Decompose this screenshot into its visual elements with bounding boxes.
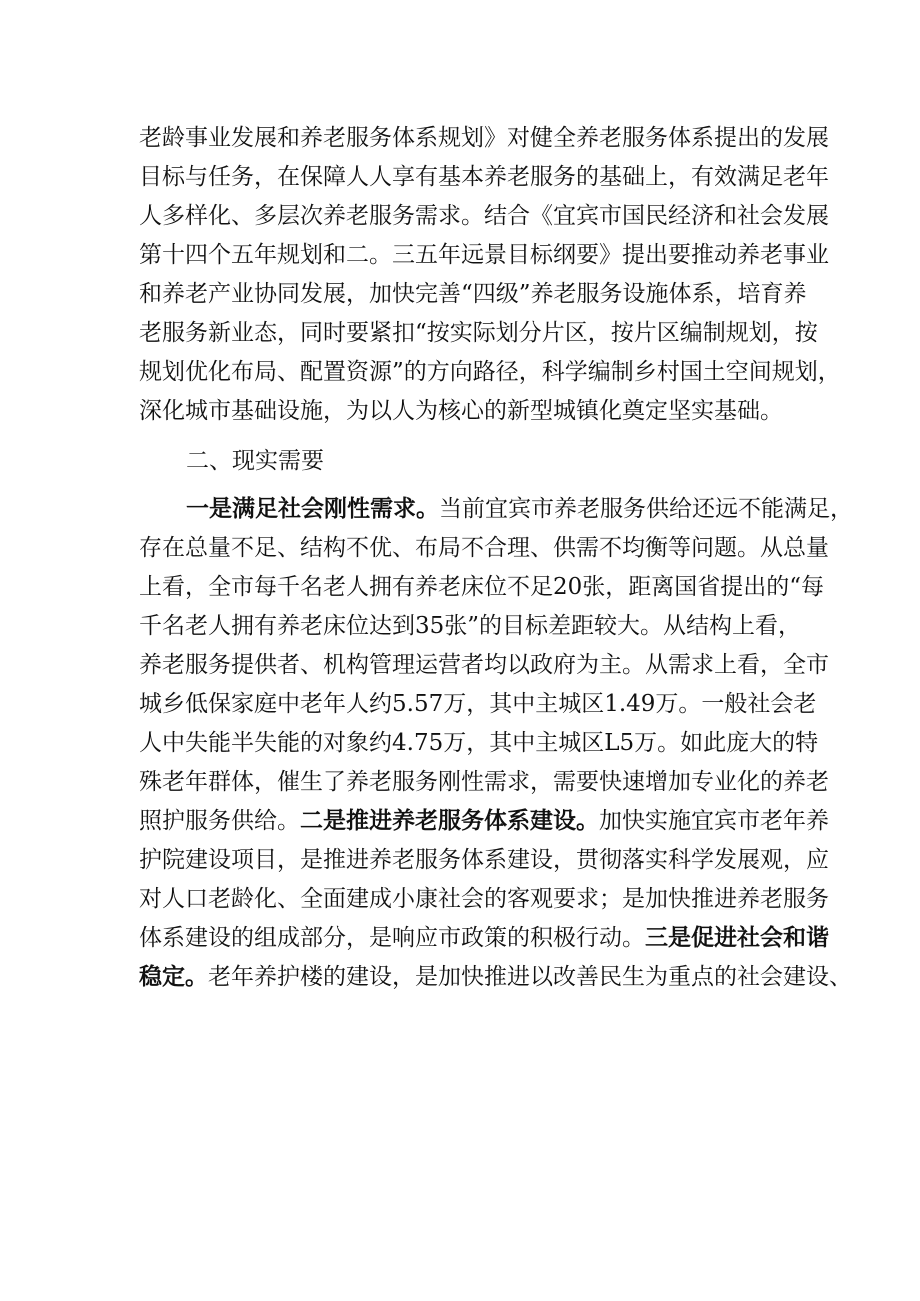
paragraph-2-line-13-text: 老年养护楼的建设，是加快推进以改善民生为重点的社会建设、: [208, 964, 852, 990]
bold-lead-3-continued: 稳定。: [139, 963, 208, 990]
paragraph-1-line-1: 老龄事业发展和养老服务体系规划》对健全养老服务体系提出的发展: [139, 125, 829, 151]
bold-lead-3: 三是促进社会和谐: [645, 924, 829, 951]
bold-lead-2: 二是推进养老服务体系建设。: [300, 807, 599, 834]
section-heading: 二、现实需要: [186, 448, 324, 474]
paragraph-1-line-4: 第十四个五年规划和二。三五年远景目标纲要》提出要推动养老事业: [139, 242, 829, 268]
paragraph-1-line-5: 和养老产业协同发展，加快完善“四级”养老服务设施体系，培育养: [139, 281, 807, 307]
paragraph-2-line-8: 殊老年群体，催生了养老服务刚性需求，需要快速增加专业化的养老: [139, 769, 829, 795]
paragraph-1-line-3: 人多样化、多层次养老服务需求。结合《宜宾市国民经济和社会发展: [139, 203, 829, 229]
paragraph-2-line-1-text: 当前宜宾市养老服务供给还远不能满足，: [439, 496, 853, 522]
paragraph-1-line-8: 深化城市基础设施，为以人为核心的新型城镇化奠定坚实基础。: [139, 398, 783, 424]
paragraph-2-line-12-text: 体系建设的组成部分，是响应市政策的积极行动。: [139, 925, 645, 951]
paragraph-2-line-3: 上看，全市每千名老人拥有养老床位不足20张，距离国省提出的“每: [139, 574, 825, 600]
paragraph-2-line-11: 对人口老龄化、全面建成小康社会的客观要求；是加快推进养老服务: [139, 886, 829, 912]
paragraph-1-line-2: 目标与任务，在保障人人享有基本养老服务的基础上，有效满足老年: [139, 164, 829, 190]
paragraph-2-line-10: 护院建设项目，是推进养老服务体系建设，贯彻落实科学发展观，应: [139, 847, 829, 873]
paragraph-2-line-7: 人中失能半失能的对象约4.75万，其中主城区L5万。如此庞大的特: [139, 730, 819, 756]
paragraph-2-line-2: 存在总量不足、结构不优、布局不合理、供需不均衡等问题。从总量: [139, 535, 829, 561]
paragraph-2-line-1: [186, 489, 853, 529]
paragraph-2-line-5: 养老服务提供者、机构管理运营者均以政府为主。从需求上看，全市: [139, 652, 829, 678]
paragraph-1-line-7: 规划优化布局、配置资源”的方向路径，科学编制乡村国土空间规划，: [139, 359, 841, 385]
paragraph-2-line-9-text: 照护服务供给。: [139, 808, 300, 834]
paragraph-2-line-6: 城乡低保家庭中老年人约5.57万，其中主城区1.49万。一般社会老: [139, 691, 817, 717]
paragraph-2-line-13: [139, 957, 852, 997]
paragraph-2-line-9-tail: 加快实施宜宾市老年养: [599, 808, 829, 834]
paragraph-2-line-12: [139, 918, 829, 958]
bold-lead-1: 一是满足社会刚性需求。: [186, 495, 439, 522]
paragraph-2-line-4: 千名老人拥有养老床位达到35张”的目标差距较大。从结构上看，: [139, 613, 802, 639]
paragraph-2-line-9: [139, 801, 829, 841]
paragraph-1-line-6: 老服务新业态，同时要紧扣“按实际划分片区，按片区编制规划，按: [139, 320, 818, 346]
